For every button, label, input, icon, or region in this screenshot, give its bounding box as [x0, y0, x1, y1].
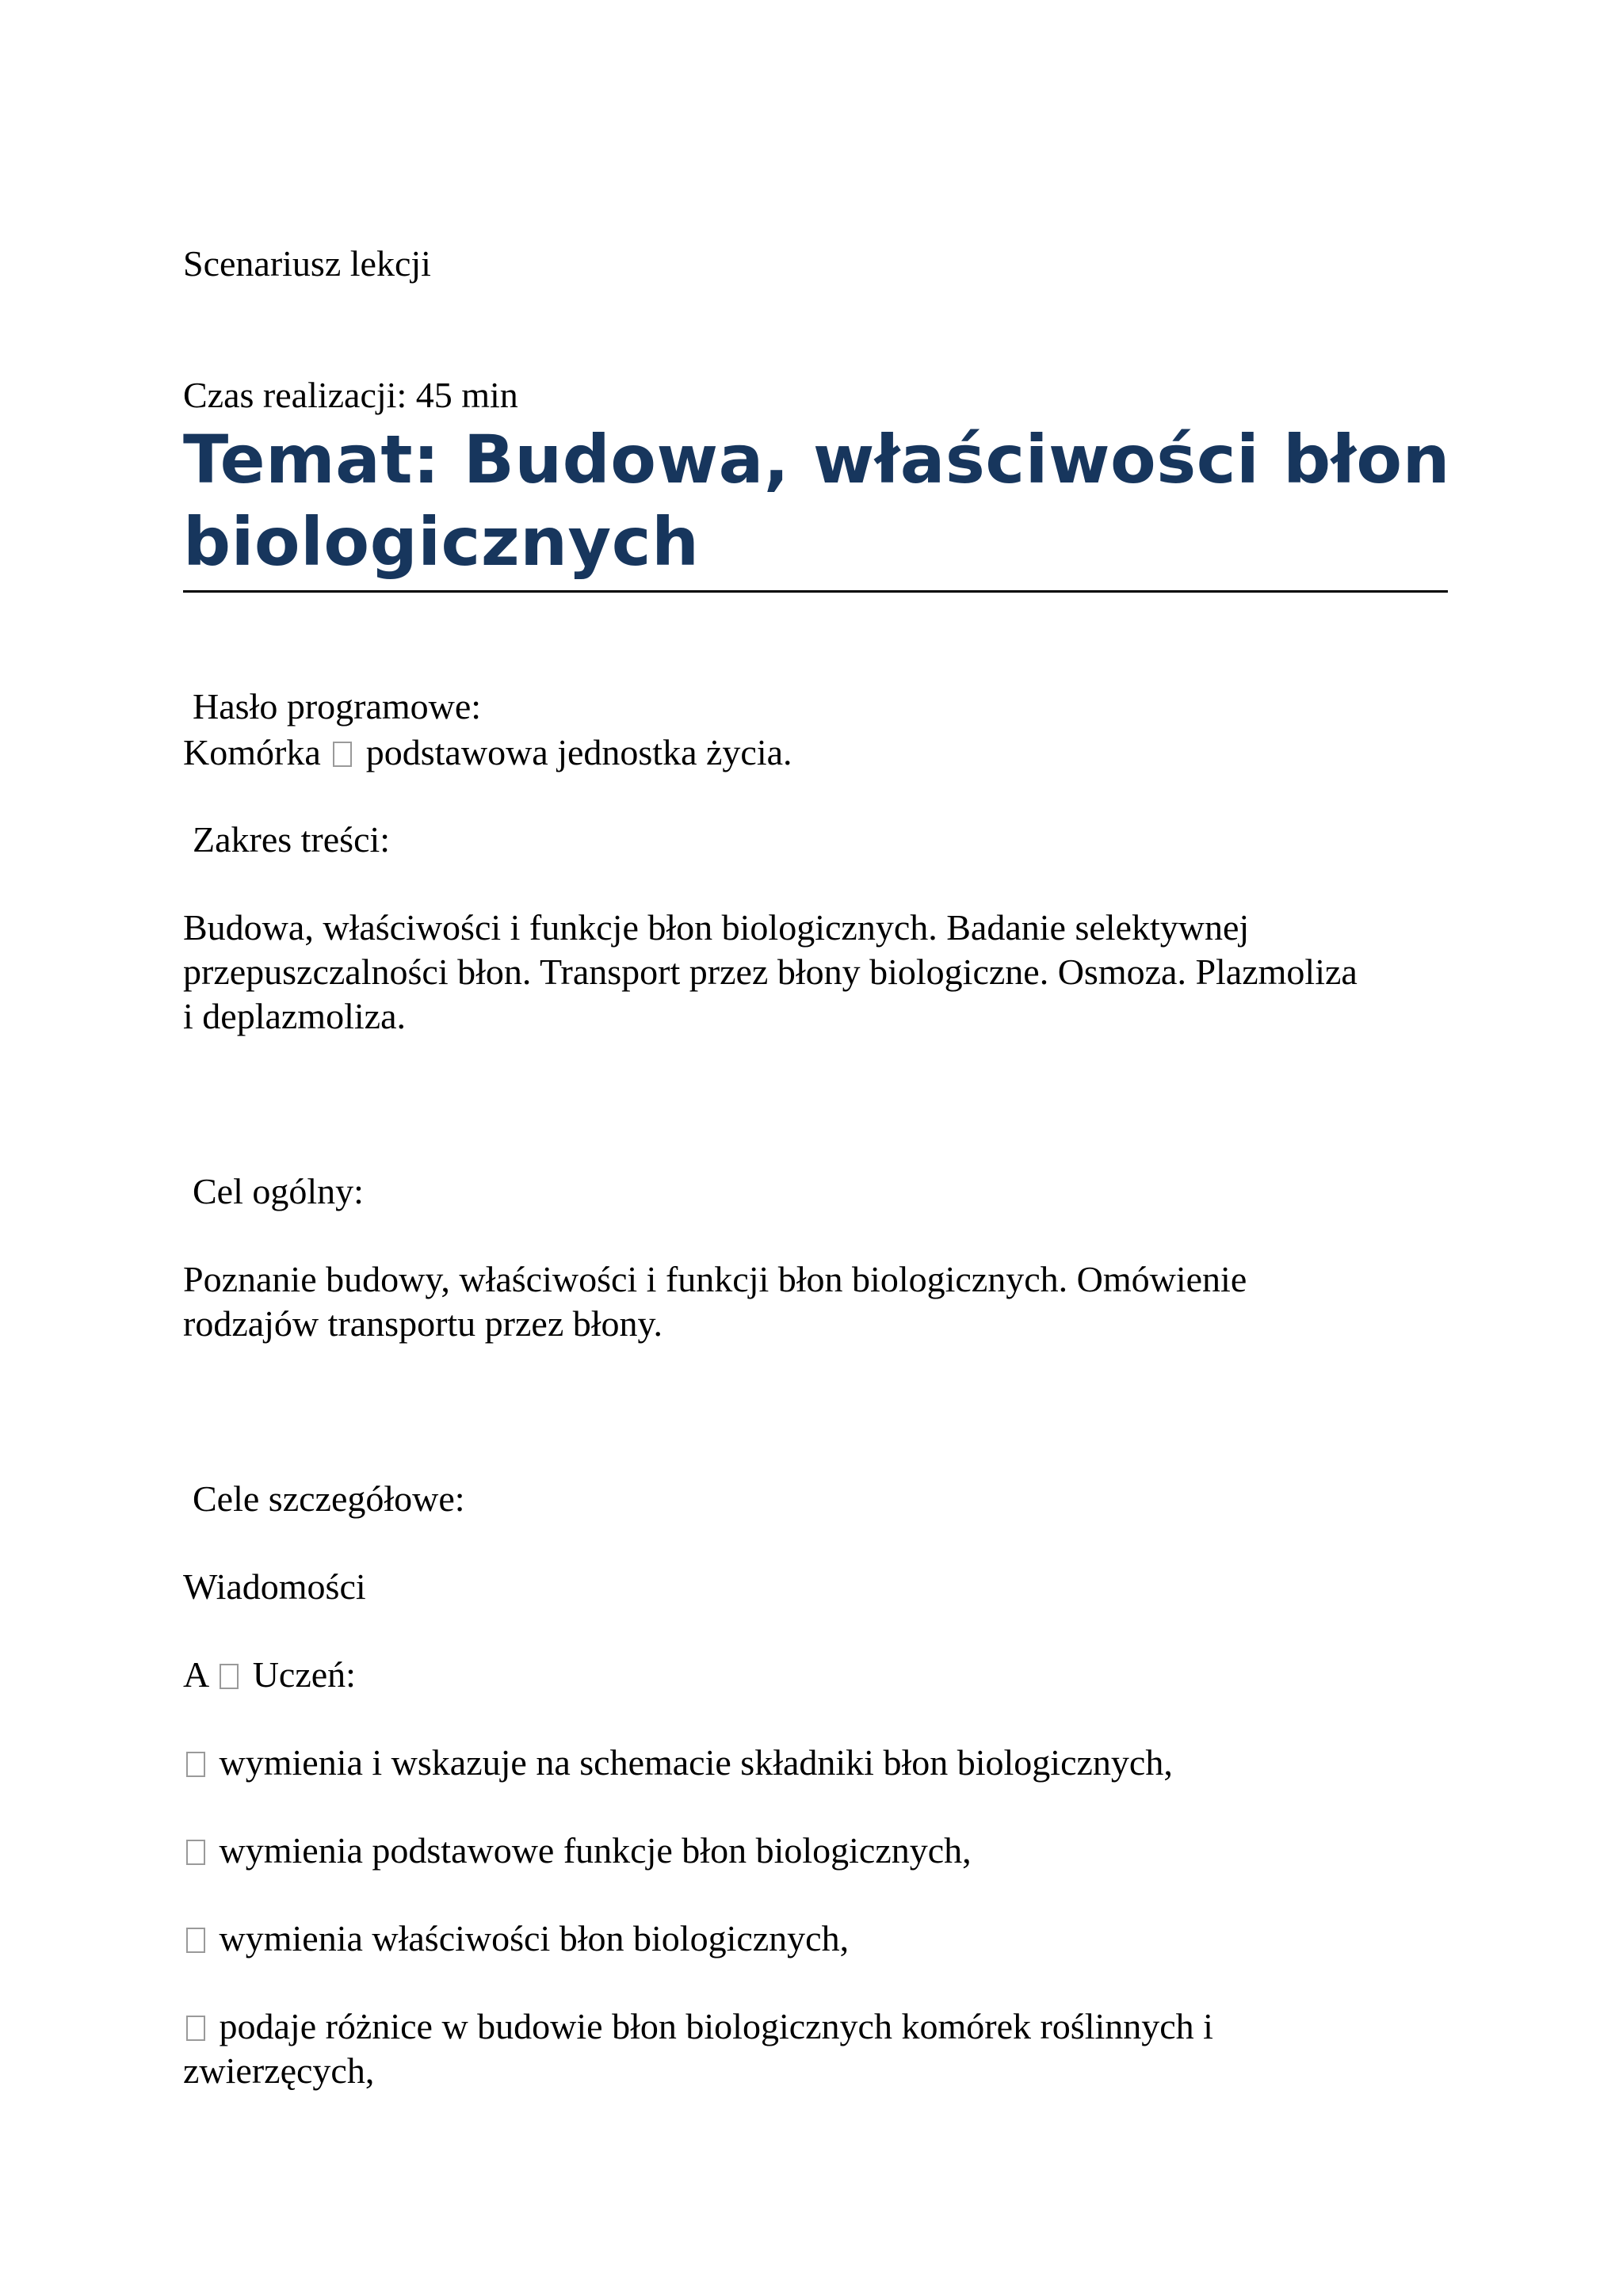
cel-ogolny-line-1: Poznanie budowy, właściwości i funkcji błon biologicznych. Omówienie	[183, 1259, 1247, 1299]
document-label: Scenariusz lekcji	[183, 243, 431, 284]
missing-glyph-icon	[333, 742, 352, 767]
zakres-line-2: przepuszczalności błon. Transport przez błony biologiczne. Osmoza. Plazmoliza	[183, 952, 1358, 992]
zakres-heading: Zakres treści:	[193, 819, 391, 860]
title-line-1: Temat: Budowa, właściwości błon	[183, 421, 1450, 498]
list-item	[183, 2004, 1213, 2049]
haslo-text-after: podstawowa jednostka życia.	[365, 732, 792, 772]
group-label: Uczeń:	[252, 1654, 356, 1695]
haslo-text-before: Komórka	[183, 732, 321, 772]
bullet-icon	[186, 1752, 205, 1777]
zakres-line-1: Budowa, właściwości i funkcje błon biologicznych. Badanie selektywnej	[183, 907, 1250, 948]
group-a-label	[183, 1653, 356, 1697]
list-item	[183, 1829, 972, 1873]
list-item	[183, 1917, 849, 1961]
missing-glyph-icon	[220, 1664, 239, 1689]
group-letter: A	[183, 1654, 208, 1695]
cele-heading: Cele szczegółowe:	[193, 1478, 465, 1519]
haslo-text	[183, 730, 792, 775]
list-item-text: wymienia i wskazuje na schemacie składniki błon biologicznych,	[219, 1742, 1173, 1783]
bullet-icon	[186, 2016, 205, 2041]
cel-ogolny-line-2: rodzajów transportu przez błony.	[183, 1303, 663, 1344]
list-item-text: podaje różnice w budowie błon biologicznych komórek roślinnych i	[219, 2006, 1213, 2046]
bullet-icon	[186, 1840, 205, 1865]
title-underline	[183, 590, 1448, 593]
list-item-text: wymienia podstawowe funkcje błon biologicznych,	[219, 1830, 972, 1871]
time-info: Czas realizacji: 45 min	[183, 375, 518, 415]
wiadomosci-subheading: Wiadomości	[183, 1566, 366, 1607]
list-item-continuation: zwierzęcych,	[183, 2050, 375, 2091]
cel-ogolny-heading: Cel ogólny:	[193, 1171, 364, 1211]
list-item	[183, 1741, 1173, 1785]
list-item-text: wymienia właściwości błon biologicznych,	[219, 1918, 850, 1958]
page-title	[183, 418, 1451, 583]
title-line-2: biologicznych	[183, 503, 700, 581]
zakres-line-3: i deplazmoliza.	[183, 996, 406, 1036]
bullet-icon	[186, 1928, 205, 1953]
haslo-heading: Hasło programowe:	[193, 686, 482, 727]
